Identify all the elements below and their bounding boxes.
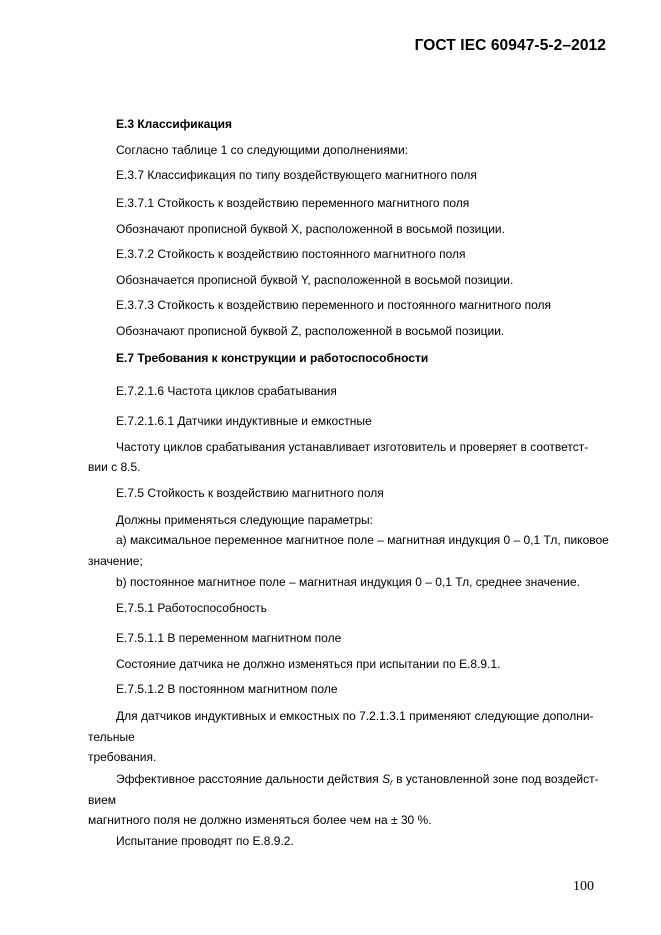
section-heading-e7: Е.7 Требования к конструкции и работоспособности xyxy=(116,351,429,365)
paragraph: Обозначается прописной буквой Y, расположенной в восьмой позиции. xyxy=(116,273,514,287)
paragraph: Испытание проводят по Е.8.9.2. xyxy=(116,834,294,848)
paragraph-line: Для датчиков индуктивных и емкостных по 7.2.1.3.1 применяют следующие дополни- xyxy=(116,709,594,723)
paragraph-line: Частоту циклов срабатывания устанавливает изготовитель и проверяет в соответст- xyxy=(116,440,589,454)
clause-heading-e37: Е.3.7 Классификация по типу воздействующего магнитного поля xyxy=(116,168,477,182)
clause-heading-e373: Е.3.7.3 Стойкость к воздействию переменного и постоянного магнитного поля xyxy=(116,298,552,312)
paragraph: Должны применяться следующие параметры: xyxy=(116,513,373,527)
text-run: Эффективное расстояние дальности действия xyxy=(116,772,383,786)
paragraph-line xyxy=(88,772,613,790)
clause-heading-e7216: Е.7.2.1.6 Частота циклов срабатывания xyxy=(116,384,337,398)
list-item-b: b) постоянное магнитное поле – магнитная индукция 0 – 0,1 Тл, среднее значение. xyxy=(116,575,580,589)
paragraph-line: магнитного поля не должно изменяться более чем на ± 30 %. xyxy=(88,813,432,827)
symbol-s: S xyxy=(382,772,391,786)
paragraph: Обозначают прописной буквой X, расположенной в восьмой позиции. xyxy=(116,222,505,236)
list-item-a: а) максимальное переменное магнитное поле – магнитная индукция 0 – 0,1 Тл, пиковое xyxy=(116,533,609,547)
clause-heading-e751: Е.7.5.1 Работоспособность xyxy=(116,601,267,615)
clause-heading-e372: Е.3.7.2 Стойкость к воздействию постоянного магнитного поля xyxy=(116,247,466,261)
paragraph-line: вии с 8.5. xyxy=(88,460,141,474)
clause-heading-e72161: Е.7.2.1.6.1 Датчики индуктивные и емкостные xyxy=(116,414,372,428)
paragraph: Согласно таблице 1 со следующими дополнениями: xyxy=(116,143,409,157)
paragraph-line: тельные xyxy=(88,730,135,744)
page-number: 100 xyxy=(573,879,594,894)
list-item-a-continuation: значение; xyxy=(88,554,143,568)
paragraph: Обозначают прописной буквой Z, расположенной в восьмой позиции. xyxy=(116,324,505,338)
paragraph-line: требования. xyxy=(88,750,157,764)
paragraph-line: вием xyxy=(88,793,117,807)
document-header: ГОСТ IEC 60947-5-2–2012 xyxy=(414,37,606,54)
clause-heading-e7512: Е.7.5.1.2 В постоянном магнитном поле xyxy=(116,682,338,696)
clause-heading-e371: Е.3.7.1 Стойкость к воздействию переменного магнитного поля xyxy=(116,196,470,210)
section-heading-e3: Е.3 Классификация xyxy=(116,117,233,131)
paragraph: Состояние датчика не должно изменяться при испытании по Е.8.9.1. xyxy=(116,657,501,671)
clause-heading-e75: Е.7.5 Стойкость к воздействию магнитного поля xyxy=(116,486,384,500)
clause-heading-e7511: Е.7.5.1.1 В переменном магнитном поле xyxy=(116,631,342,645)
symbol-subscript: r xyxy=(390,778,393,787)
text-run: в установленной зоне под воздейст- xyxy=(392,772,599,786)
